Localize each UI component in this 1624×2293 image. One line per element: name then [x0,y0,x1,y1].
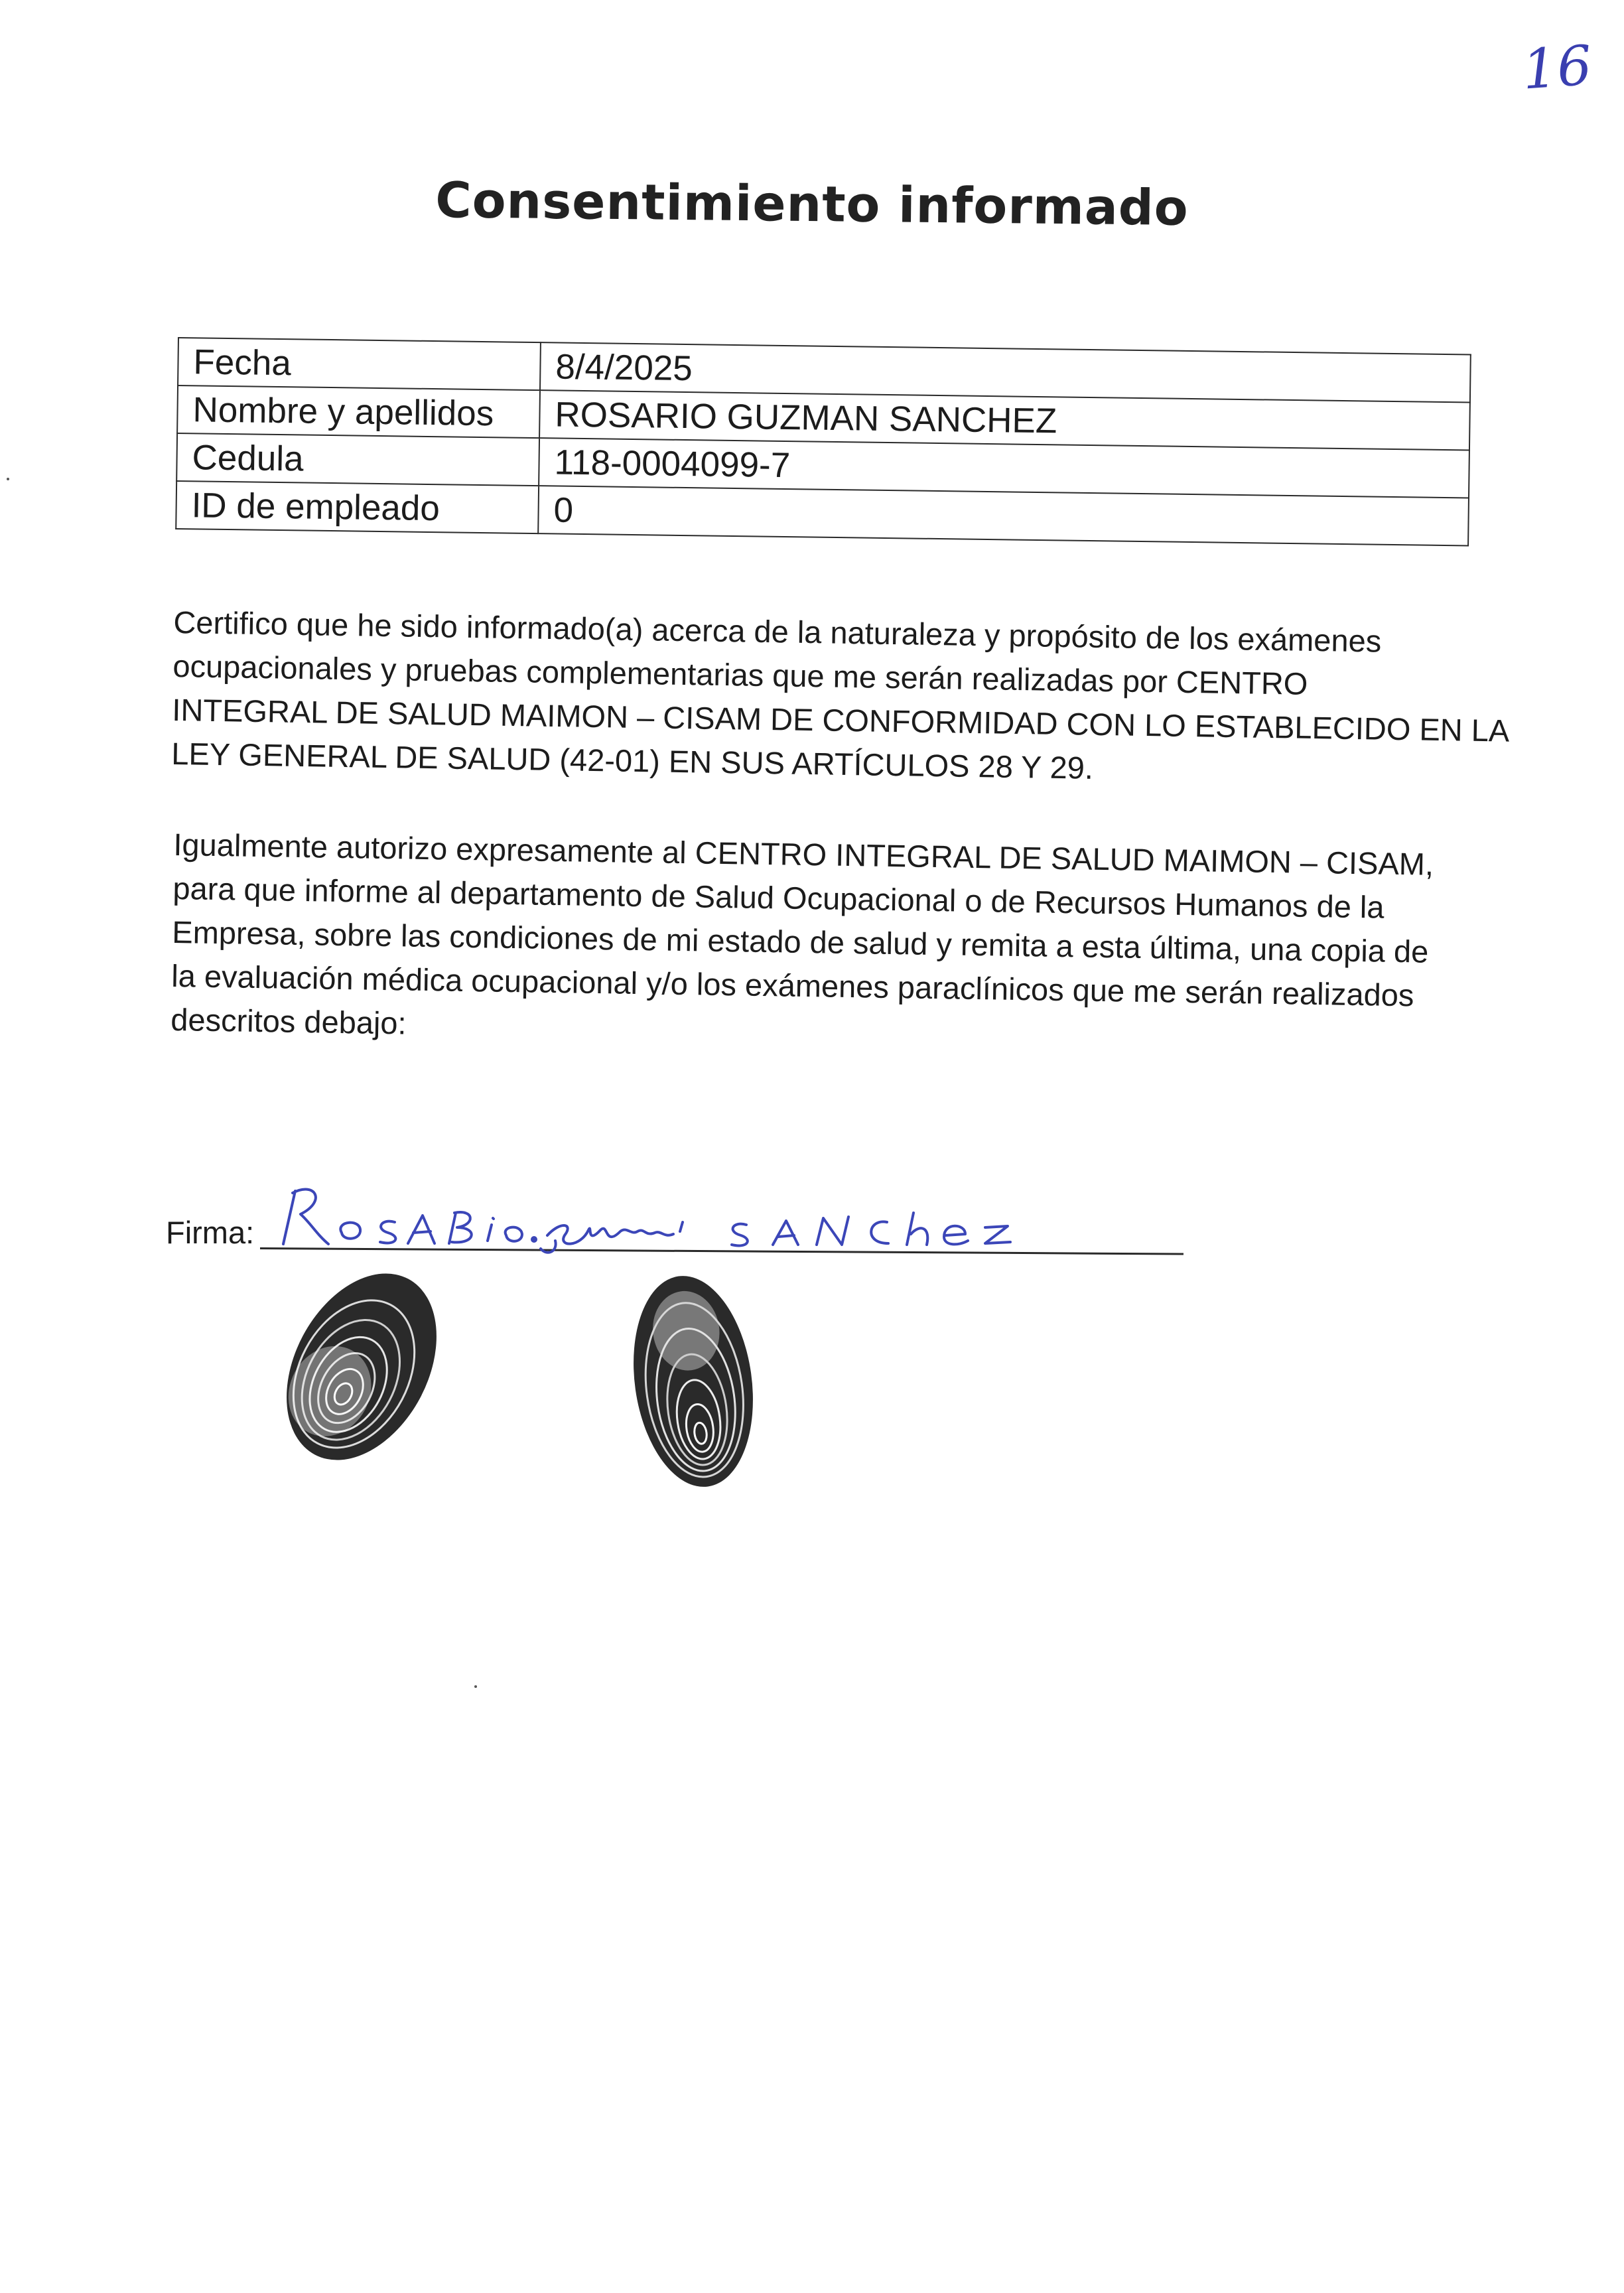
field-value-nombre: ROSARIO GUZMAN SANCHEZ [539,390,1470,450]
field-value-fecha: 8/4/2025 [540,342,1471,402]
field-label-cedula: Cedula [176,433,539,486]
paragraph-line: Igualmente autorizo expresamente al CENTRO INTEGRAL DE SALUD MAIMON – CISAM, [173,826,1434,882]
fingerprint-left-icon [265,1251,458,1483]
document-title: Consentimiento informado [435,172,1189,237]
handwritten-signature [269,1174,1105,1261]
firma-label: Firma: [166,1215,255,1250]
page-number: 16 [1520,34,1594,102]
scan-speck [474,1685,477,1688]
paragraph-line: ocupacionales y pruebas complementarias que me serán realizadas por CENTRO [172,648,1308,701]
authorization-paragraph [170,823,1474,1062]
field-value-id-empleado: 0 [538,486,1469,545]
certification-paragraph [170,600,1510,796]
scan-speck [7,478,9,480]
paragraph-line: la evaluación médica ocupacional y/o los exámenes paraclínicos que me serán realizados [170,957,1414,1013]
paragraph-line: Empresa, sobre las condiciones de mi estado de salud y remita a esta última, una copia de [171,914,1429,969]
paragraph-line: INTEGRAL DE SALUD MAIMON – CISAM DE CONFORMIDAD CON LO ESTABLECIDO EN LA [171,691,1510,748]
fingerprint-right-icon [617,1264,770,1499]
field-label-fecha: Fecha [178,338,541,390]
paragraph-line: descritos debajo: [170,1001,407,1041]
field-label-nombre: Nombre y apellidos [177,385,540,438]
paragraph-line: LEY GENERAL DE SALUD (42-01) EN SUS ARTÍCULOS 28 Y 29. [170,735,1094,786]
paragraph-line: para que informe al departamento de Salud Ocupacional o de Recursos Humanos de la [172,870,1385,925]
field-label-id-empleado: ID de empleado [176,481,539,533]
info-table [175,337,1471,546]
field-value-cedula: 118-0004099-7 [539,438,1469,498]
paragraph-line: Certifico que he sido informado(a) acerca de la naturaleza y propósito de los exámenes [173,604,1382,659]
